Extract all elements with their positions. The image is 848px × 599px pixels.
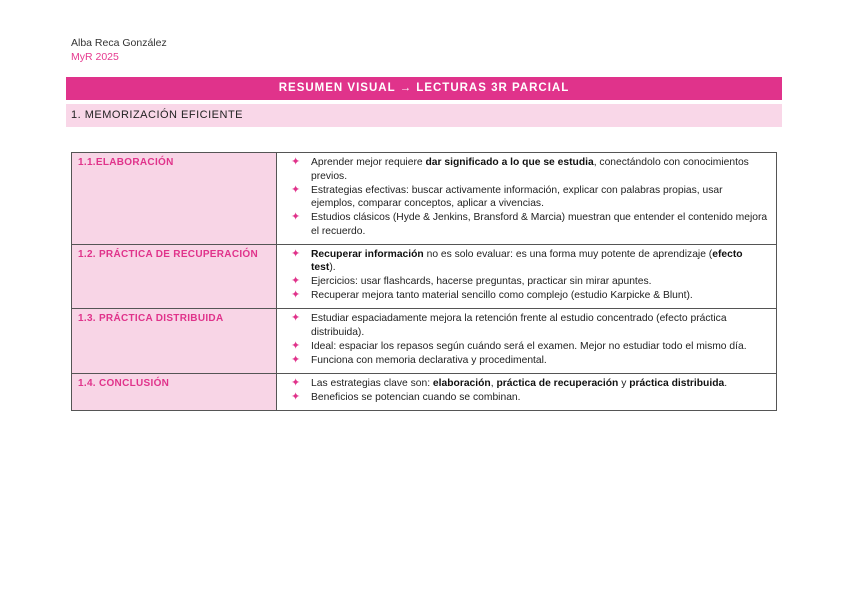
point-text: , conectándolo con conocimientos previos. [311,157,749,182]
list-item [291,211,768,238]
sparkle-bullet-icon: ✦ [291,247,301,260]
list-item [291,354,768,368]
emphasized-text: elaboración [432,377,491,389]
sparkle-bullet-icon: ✦ [291,312,301,324]
sparkle-bullet-icon: ✦ [291,353,301,366]
list-item [291,377,768,391]
sparkle-bullet-icon: ✦ [291,376,301,389]
point-text: Funciona con memoria declarativa y procedimental. [311,354,547,366]
point-text: Ejercicios: usar flashcards, hacerse preguntas, practicar sin mirar apuntes. [311,276,652,287]
course-label: MyR 2025 [71,51,119,63]
list-item [291,289,768,303]
table-row [72,373,777,410]
section-heading [66,104,782,127]
bullet-list [291,156,768,238]
point-text: Beneficios se potencian cuando se combinan. [311,391,521,403]
sparkle-bullet-icon: ✦ [291,183,301,196]
point-text: Estudiar espaciadamente mejora la retención frente al estudio concentrado (efecto práctica distribuida). [311,313,727,338]
author-name: Alba Reca González [71,37,167,49]
bullet-list [291,312,768,367]
list-item [291,184,768,211]
summary-table [71,152,777,411]
table-row [72,309,777,374]
row-label: 1.2. PRÁCTICA DE RECUPERACIÓN [72,244,277,309]
list-item [291,340,768,354]
point-text: Ideal: espaciar los repasos según cuándo será el examen. Mejor no estudiar todo el mismo día. [311,340,747,352]
table-row [72,244,777,309]
emphasized-text: práctica de recuperación [496,377,619,389]
list-item [291,156,768,183]
point-text: Estudios clásicos (Hyde & Jenkins, Bransford & Marcia) muestran que entender el contenido mejora el recuerdo. [311,212,768,237]
row-content [277,309,777,374]
list-item [291,391,768,405]
point-text: , [490,377,497,389]
sparkle-bullet-icon: ✦ [291,211,301,223]
sparkle-bullet-icon: ✦ [291,289,301,301]
row-content [277,373,777,410]
list-item [291,275,768,289]
point-text: ). [329,262,336,273]
row-label: 1.4. CONCLUSIÓN [72,373,277,410]
sparkle-bullet-icon: ✦ [291,339,301,352]
sparkle-bullet-icon: ✦ [291,156,301,168]
point-text: no es solo evaluar: es una forma muy potente de aprendizaje ( [423,248,713,260]
list-item [291,248,768,275]
emphasized-text: práctica distribuida [629,377,725,389]
row-label: 1.3. PRÁCTICA DISTRIBUIDA [72,309,277,374]
point-text: Aprender mejor requiere [311,157,426,168]
point-text: Las estrategias clave son: [311,377,433,389]
sparkle-bullet-icon: ✦ [291,275,301,287]
point-text: Estrategias efectivas: buscar activamente información, explicar con palabras propias, usar ejemplos, comparar conceptos, aplicar a vivencias. [311,184,723,209]
bullet-list [291,248,768,303]
row-content [277,153,777,245]
emphasized-text: efecto test [311,248,743,273]
section-title: 1. MEMORIZACIÓN EFICIENTE [71,109,244,121]
table-row [72,153,777,245]
point-text: . [724,377,728,389]
list-item [291,312,768,339]
row-content [277,244,777,309]
row-label: 1.1.ELABORACIÓN [72,153,277,245]
bullet-list [291,377,768,405]
emphasized-text: dar significado a lo que se estudia [425,157,594,168]
point-text: y [618,377,630,389]
title-banner [66,77,782,100]
emphasized-text: Recuperar información [311,248,424,260]
point-text: Recuperar mejora tanto material sencillo como complejo (estudio Karpicke & Blunt). [311,290,693,301]
banner-title: RESUMEN VISUAL → LECTURAS 3R PARCIAL [278,82,570,94]
sparkle-bullet-icon: ✦ [291,390,301,403]
